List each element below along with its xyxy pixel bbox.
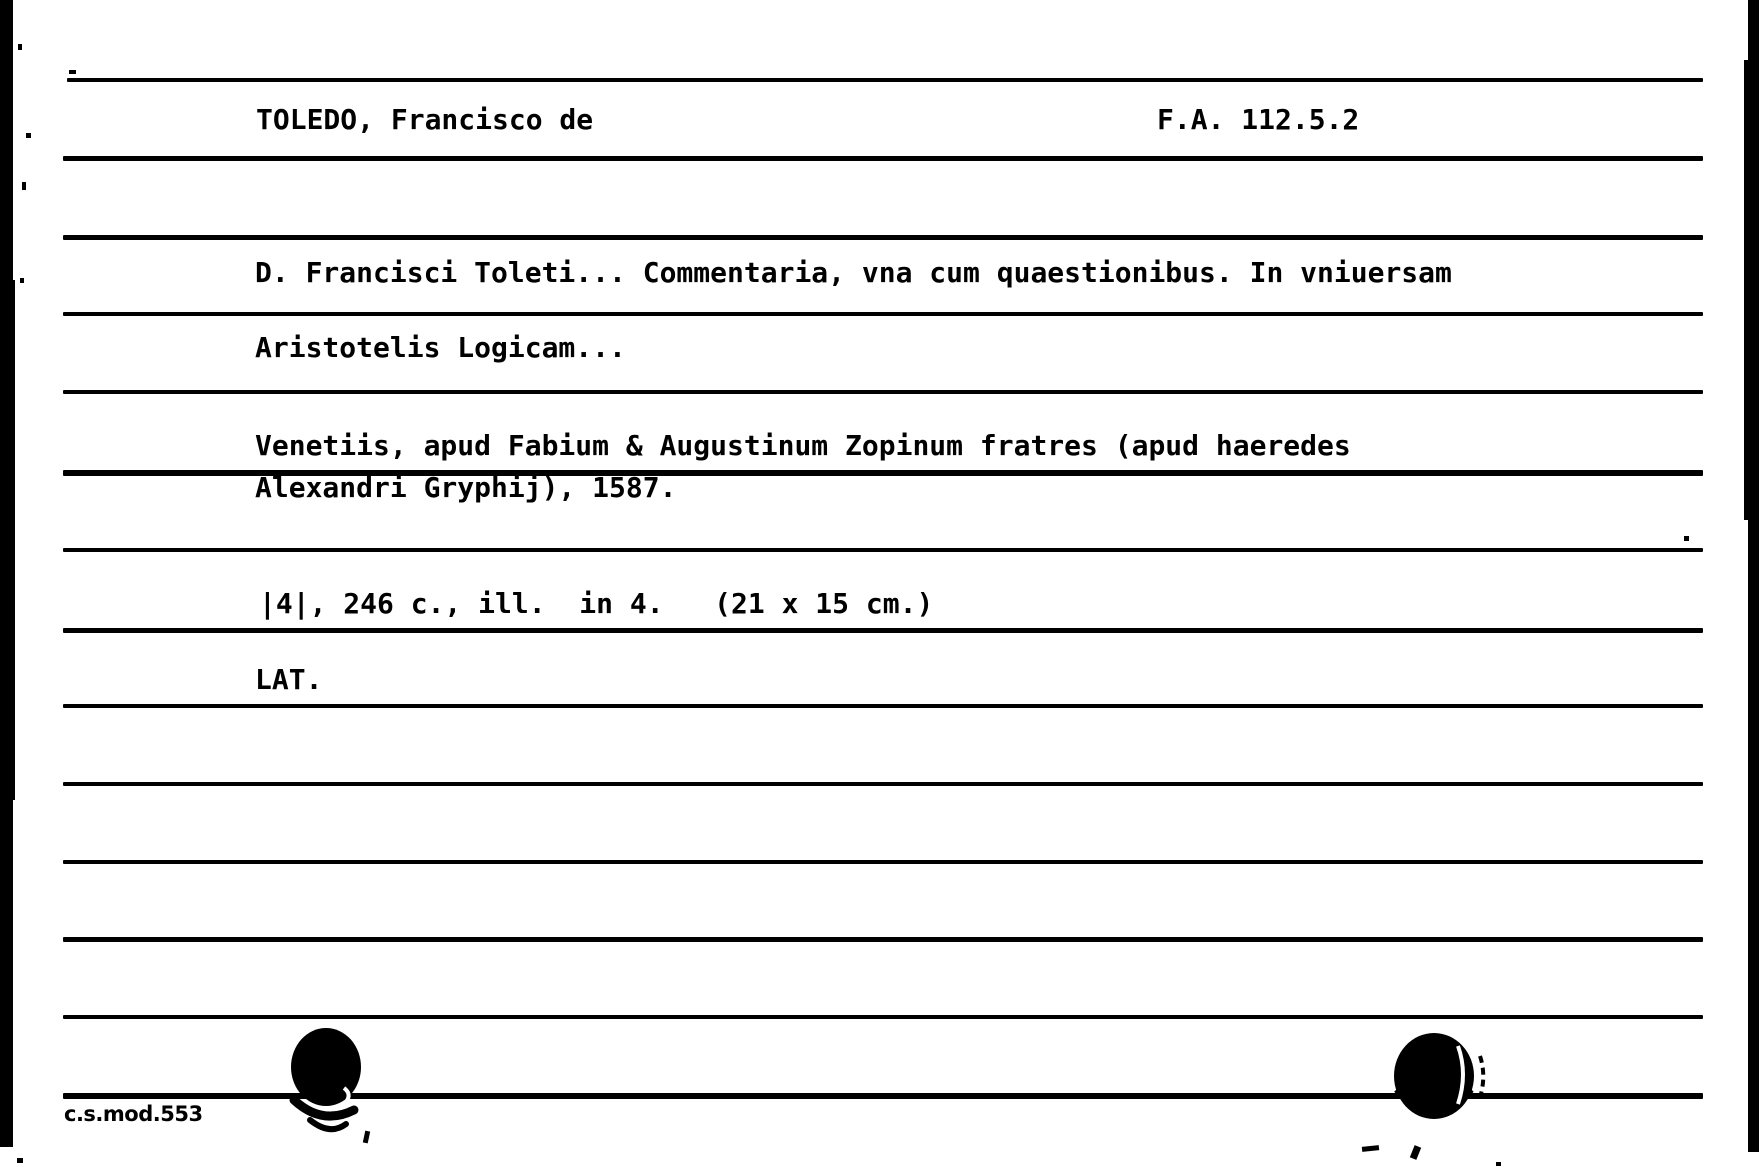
punch-hole-right bbox=[1388, 1028, 1498, 1133]
punch-hole-left bbox=[280, 1012, 390, 1142]
imprint-line-1: Venetiis, apud Fabium & Augustinum Zopinum fratres (apud haeredes bbox=[255, 429, 1351, 462]
right-edge-scan-strip bbox=[1748, 0, 1759, 1152]
language-code: LAT. bbox=[255, 663, 323, 696]
scan-speck bbox=[22, 182, 26, 190]
ruled-line bbox=[63, 937, 1703, 942]
ruled-line bbox=[63, 548, 1703, 552]
ruled-line bbox=[63, 628, 1703, 633]
scan-speck bbox=[1362, 1145, 1379, 1152]
right-edge-scan-strip-ragged bbox=[1744, 60, 1749, 520]
ruled-line bbox=[63, 156, 1703, 161]
scan-speck bbox=[20, 278, 24, 283]
imprint-line-2: Alexandri Gryphij), 1587. bbox=[255, 471, 677, 504]
title-line-2: Aristotelis Logicam... bbox=[255, 331, 626, 364]
ruled-line bbox=[63, 390, 1703, 394]
scan-speck bbox=[26, 133, 31, 138]
scan-speck bbox=[69, 70, 76, 74]
scan-speck bbox=[1684, 536, 1689, 541]
scan-speck bbox=[18, 44, 22, 50]
ruled-line bbox=[63, 235, 1703, 240]
scan-speck bbox=[1754, 330, 1757, 339]
call-number: F.A. 112.5.2 bbox=[1157, 103, 1360, 136]
title-line-1: D. Francisci Toleti... Commentaria, vna cum quaestionibus. In vniuersam bbox=[255, 256, 1452, 289]
scan-speck bbox=[1496, 1162, 1501, 1166]
scan-speck bbox=[1410, 1145, 1421, 1160]
ruled-line bbox=[63, 860, 1703, 864]
ruled-line bbox=[67, 78, 1703, 82]
collation-line: |4|, 246 c., ill. in 4. (21 x 15 cm.) bbox=[259, 587, 934, 620]
card-form-number: c.s.mod.553 bbox=[64, 1102, 203, 1126]
scan-speck bbox=[17, 1158, 23, 1163]
author-heading: TOLEDO, Francisco de bbox=[256, 103, 594, 136]
left-edge-scan-strip-ragged bbox=[11, 280, 15, 800]
ruled-line bbox=[63, 782, 1703, 786]
ruled-line bbox=[63, 312, 1703, 316]
ruled-line bbox=[63, 704, 1703, 708]
